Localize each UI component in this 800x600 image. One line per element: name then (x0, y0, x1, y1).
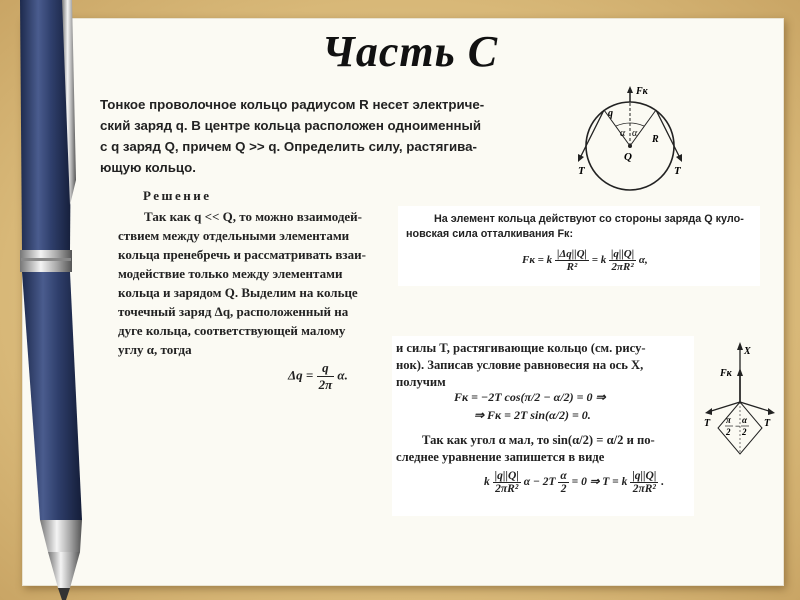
coulomb-formula: Fк = k $\frac{|\Delta q||Q|}{\text{R²}}$ = k $\frac{|q||Q|}{\text{2πR²}}$ α, (522, 248, 648, 273)
tension-block (392, 336, 694, 516)
equilibrium-eq2: ⇒ Fк = 2T sin(α/2) = 0. (474, 408, 591, 422)
slide-title: Часть С (321, 27, 499, 76)
x-axis-label: X (744, 346, 751, 357)
solution-line: Так как q << Q, то можно взаимодей- (144, 209, 362, 224)
pi-den: 2 (726, 427, 731, 437)
solution-heading: Решение (143, 188, 212, 203)
coulomb-text: На элемент кольца действуют со стороны заряда Q куло-новская сила отталкивания Fк: (406, 213, 744, 240)
solution-text (118, 207, 392, 359)
problem-line: ющую кольцо. (100, 160, 196, 175)
t-label: T (704, 418, 711, 429)
ring-diagram (566, 86, 694, 196)
alpha-label: α (632, 128, 638, 139)
problem-line: ский заряд q. В центре кольца расположен одноименный (100, 118, 482, 133)
fk-label: Fк (720, 368, 732, 379)
solution-line: кольца и зарядом Q. Выделим на кольце (118, 285, 358, 300)
t-label: T (764, 418, 771, 429)
solution-line: ствием между отдельными элементами (118, 228, 350, 243)
pen-image (0, 0, 120, 600)
problem-line: Тонкое проволочное кольцо радиусом R несет электриче- (100, 97, 485, 112)
solution-line: кольца пренебречь и рассматривать взаи- (118, 247, 366, 262)
solution-line: дуге кольца, соответствующей малому (118, 323, 346, 338)
solution-line: углу α, тогда (118, 342, 192, 357)
coulomb-block (398, 206, 760, 286)
tension-line: получим (396, 375, 446, 389)
T-label: T (578, 165, 585, 177)
tension-line: следнее уравнение запишется в виде (396, 450, 605, 464)
fk-label: Fк (636, 86, 648, 97)
tension-line: и силы T, растягивающие кольцо (см. рису- (396, 341, 646, 355)
force-diagram (700, 340, 778, 460)
final-formula: k $\frac{|q||Q|}{\text{2πR²}}$ α − 2T $\frac{\alpha}{2}$ = 0 ⇒ T = k $\frac{|q||Q|}{\text{2πR²}}$ . (484, 470, 665, 495)
alpha-num: α (742, 415, 747, 425)
alpha-den: 2 (742, 427, 747, 437)
solution-line: точечный заряд Δq, расположенный на (118, 304, 349, 319)
problem-statement (100, 94, 524, 178)
solution-line: модействие только между элементами (118, 266, 343, 281)
problem-line: с q заряд Q, причем Q >> q. Определить силу, растягива- (100, 139, 477, 154)
pi-num: π (726, 415, 731, 425)
delta-q-formula: Δq = $\frac{q}{2\pi}$ α. (288, 360, 348, 392)
tension-line: нок). Записав условие равновесия на ось X, (396, 358, 644, 372)
tension-line: Так как угол α мал, то sin(α/2) = α/2 и по- (422, 433, 655, 447)
alpha-label: α (620, 128, 626, 139)
T-label: T (674, 165, 681, 177)
equilibrium-eq1: Fк = −2T cos(π/2 − α/2) = 0 ⇒ (454, 390, 606, 404)
R-label: R (652, 134, 659, 145)
minus-sign: − (735, 421, 741, 431)
q-label: q (608, 108, 613, 119)
Q-label: Q (624, 151, 632, 163)
